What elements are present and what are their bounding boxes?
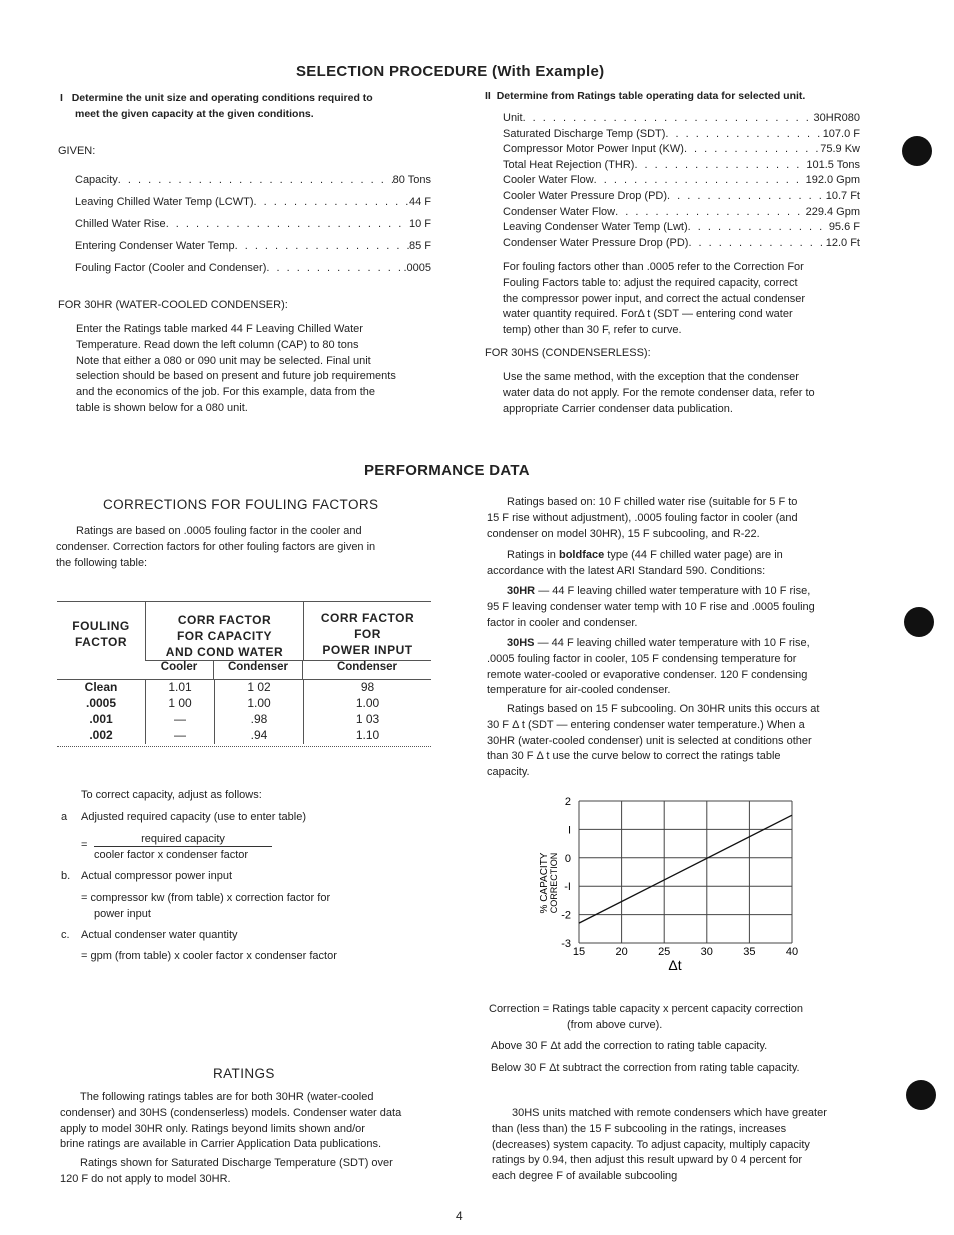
corrections-title: CORRECTIONS FOR FOULING FACTORS bbox=[103, 497, 379, 512]
sub-condenser: Condenser bbox=[214, 661, 303, 679]
y-tick-label: 0 bbox=[564, 852, 571, 865]
col-capacity-line2: FOR CAPACITY bbox=[176, 629, 273, 643]
ratings-paragraph-2: Ratings shown for Saturated Discharge Temperature (SDT) over 120 F do not apply to model 30HR. bbox=[60, 1157, 393, 1185]
margin-dot bbox=[902, 136, 932, 166]
operating-item: Saturated Discharge Temp (SDT) . . . 107.0 F bbox=[503, 127, 860, 143]
step2-heading-text: Determine from Ratings table operating data for selected unit. bbox=[496, 90, 806, 102]
x-tick-label: 15 bbox=[572, 946, 586, 958]
sub-condenser-power: Condenser bbox=[336, 661, 398, 673]
capacity-fraction bbox=[94, 832, 272, 863]
x-tick-label: 20 bbox=[615, 946, 628, 958]
adjust-intro: To correct capacity, adjust as follows: bbox=[81, 789, 262, 801]
operating-item: Condenser Water Pressure Drop (PD) . . . 12.0 Ft bbox=[503, 236, 860, 252]
given-label: GIVEN: bbox=[58, 145, 96, 157]
x-tick-label: 40 bbox=[785, 946, 799, 958]
chart-series bbox=[579, 815, 792, 923]
y-tick-label: -2 bbox=[561, 909, 571, 922]
operating-item: Leaving Condenser Water Temp (Lwt) . . . 95.6 F bbox=[503, 220, 860, 236]
ratings-paragraph-1: The following ratings tables are for both 30HR (water-cooled condenser) and 30HS (condenserless) models. Condenser water data apply to model 30HR only. Ratings beyond limits shown and/or brine ratings are available in Carrier Application Data publications. bbox=[60, 1091, 402, 1151]
step2-numeral: II bbox=[485, 90, 491, 102]
hr-label: FOR 30HR (WATER-COOLED CONDENSER): bbox=[58, 299, 288, 311]
step1-numeral: I bbox=[60, 92, 63, 104]
x-tick-label: 30 bbox=[700, 946, 713, 958]
table-row: Clean 1.01 1 02 98 bbox=[57, 680, 431, 696]
given-item: Fouling Factor (Cooler and Condenser) . . . .0005 bbox=[75, 261, 431, 283]
boldface-word: boldface bbox=[558, 549, 605, 561]
boldface-note: Ratings in boldface type (44 F chilled water page) are in accordance with the latest ARI Standard 590. Conditions: bbox=[487, 549, 783, 577]
hs-subcooling-note: 30HS units matched with remote condensers which have greater than (less than) the 15 F subcooling in the ratings, increases (decreases) system capacity. To adjust capacity, multiply capacity ratings by 0.94, then adjust this result upward by 0 4 percent for each degree F of available subcooling bbox=[492, 1107, 827, 1183]
step1-heading-line2: meet the given capacity at the given conditions. bbox=[75, 108, 314, 120]
x-tick-label: 25 bbox=[658, 946, 671, 958]
fouling-note: For fouling factors other than .0005 refer to the Correction For Fouling Factors table to: adjust the required capacity, correct the compressor power input, and correct the actual condenser water quantity required. ForΔ t (SDT — entering cond water temp) other than 30 F, refer to curve. bbox=[503, 261, 806, 337]
hs-conditions: 30HS — 44 F leaving chilled water temperature with 10 F rise, .0005 fouling factor in cooler, 105 F condensing temperature for remote water-cooled or evaporative condenser. 120 F condensing temperature for air-cooled condenser. bbox=[487, 637, 810, 697]
table-row: .002 — .94 1.10 bbox=[57, 728, 431, 744]
col-power-line3: POWER INPUT bbox=[322, 643, 413, 657]
table-row: .0005 1 00 1.00 1.00 bbox=[57, 696, 431, 712]
col-capacity-line1: CORR FACTOR bbox=[177, 613, 272, 627]
operating-item: Cooler Water Pressure Drop (PD) . . . 10.7 Ft bbox=[503, 189, 860, 205]
step1-heading bbox=[60, 90, 435, 122]
given-list bbox=[75, 173, 431, 283]
operating-item: Compressor Motor Power Input (KW) . . . 75.9 Kw bbox=[503, 142, 860, 158]
hr-paragraph: Enter the Ratings table marked 44 F Leaving Chilled Water Temperature. Read down the left column (CAP) to 80 tons Note that either a 080 or 090 unit may be selected. Final unit selection should be based on present and future job requirements and the economics of the job. For this example, data from the table is shown below for a 080 unit. bbox=[76, 323, 396, 414]
corrections-intro: Ratings are based on .0005 fouling factor in the cooler and condenser. Correction factors for other fouling factors are given in the following table: bbox=[56, 525, 376, 569]
sub-cooler: Cooler bbox=[145, 661, 214, 679]
ratings-title: RATINGS bbox=[213, 1066, 275, 1081]
given-item: Leaving Chilled Water Temp (LCWT) . . . 44 F bbox=[75, 195, 431, 217]
step-c-equation: = gpm (from table) x cooler factor x condenser factor bbox=[81, 950, 337, 962]
below-note: Below 30 F Δt subtract the correction from rating table capacity. bbox=[491, 1062, 800, 1074]
given-item: Chilled Water Rise . . . 10 F bbox=[75, 217, 431, 239]
col-power-line1: CORR FACTOR bbox=[320, 611, 415, 625]
x-tick-label: 35 bbox=[743, 946, 756, 958]
fraction-numerator: required capacity bbox=[94, 832, 272, 847]
margin-dot bbox=[906, 1080, 936, 1110]
chart-ylabel-line1: % CAPACITY bbox=[539, 852, 550, 914]
y-tick-label: 2 bbox=[564, 796, 571, 808]
step-c-text: Actual condenser water quantity bbox=[81, 929, 238, 941]
operating-data-list bbox=[503, 111, 860, 251]
operating-item: Total Heat Rejection (THR) . . . 101.5 Tons bbox=[503, 158, 860, 174]
step2-heading bbox=[485, 90, 805, 102]
y-tick-label: -I bbox=[564, 881, 571, 894]
hs-paragraph: Use the same method, with the exception that the condenser water data do not apply. For the remote condenser data, refer to appropriate Carrier condenser data publication. bbox=[503, 371, 815, 415]
hr-conditions: 30HR — 44 F leaving chilled water temperature with 10 F rise, 95 F leaving condenser water temp with 10 F rise and .0005 fouling factor in cooler and condenser. bbox=[487, 585, 815, 629]
y-tick-label: I bbox=[567, 824, 571, 837]
col-fouling-line2: FACTOR bbox=[74, 635, 128, 649]
chart-ylabel-line2: CORRECTION bbox=[549, 852, 559, 914]
fouling-factor-table bbox=[57, 601, 431, 747]
step-b-label: b. bbox=[61, 870, 71, 882]
above-note: Above 30 F Δt add the correction to rating table capacity. bbox=[491, 1040, 768, 1052]
col-capacity-line3: AND COND WATER bbox=[165, 645, 284, 659]
chart-grid bbox=[579, 801, 792, 943]
step-a-label: a bbox=[61, 811, 68, 823]
step-b-text: Actual compressor power input bbox=[81, 870, 233, 882]
y-tick-label: -3 bbox=[561, 938, 571, 950]
step1-heading-line1: Determine the unit size and operating conditions required to bbox=[71, 92, 373, 104]
step-a-text: Adjusted required capacity (use to enter table) bbox=[81, 811, 307, 823]
capacity-correction-chart bbox=[520, 788, 820, 978]
chart-ticks bbox=[561, 796, 798, 958]
page-number: 4 bbox=[456, 1209, 463, 1223]
correction-curve bbox=[579, 815, 792, 923]
fouling-table-body bbox=[57, 680, 431, 744]
step-b-equation: = compressor kw (from table) x correction factor for power input bbox=[81, 892, 331, 920]
ratings-basis: Ratings based on: 10 F chilled water rise (suitable for 5 F to 15 F rise without adjustment), .0005 fouling factor in cooler (and condenser on model 30HR), 15 F subcooling, and R-22. bbox=[487, 496, 798, 540]
hs-model-label: 30HS bbox=[507, 637, 535, 649]
chart-xlabel: Δt bbox=[668, 957, 682, 973]
subcooling-note: Ratings based on 15 F subcooling. On 30HR units this occurs at 30 F Δ t (SDT — entering condenser water temperature.) When a 30HR (water-cooled condenser) unit is selected at conditions other than 30 F Δ t use the curve below to correct the ratings table capacity. bbox=[487, 703, 820, 779]
operating-item: Condenser Water Flow . . . 229.4 Gpm bbox=[503, 205, 860, 221]
correction-formula: Correction = Ratings table capacity x percent capacity correction (from above curve). bbox=[489, 1003, 803, 1031]
operating-item: Cooler Water Flow . . . 192.0 Gpm bbox=[503, 173, 860, 189]
col-fouling-line1: FOULING bbox=[72, 619, 130, 633]
fraction-denominator: cooler factor x condenser factor bbox=[94, 849, 249, 861]
step-c-label: c. bbox=[61, 929, 70, 941]
equals-sign: = bbox=[81, 839, 88, 851]
hs-label: FOR 30HS (CONDENSERLESS): bbox=[485, 347, 651, 359]
margin-dot bbox=[904, 607, 934, 637]
operating-item: Unit . . . 30HR080 bbox=[503, 111, 860, 127]
table-row: .001 — .98 1 03 bbox=[57, 712, 431, 728]
given-item: Capacity . . . 80 Tons bbox=[75, 173, 431, 195]
given-item: Entering Condenser Water Temp . . . 85 F bbox=[75, 239, 431, 261]
selection-title: SELECTION PROCEDURE (With Example) bbox=[296, 63, 605, 80]
hr-model-label: 30HR bbox=[507, 585, 536, 597]
col-power-line2: FOR bbox=[354, 627, 381, 641]
performance-title: PERFORMANCE DATA bbox=[364, 462, 530, 479]
